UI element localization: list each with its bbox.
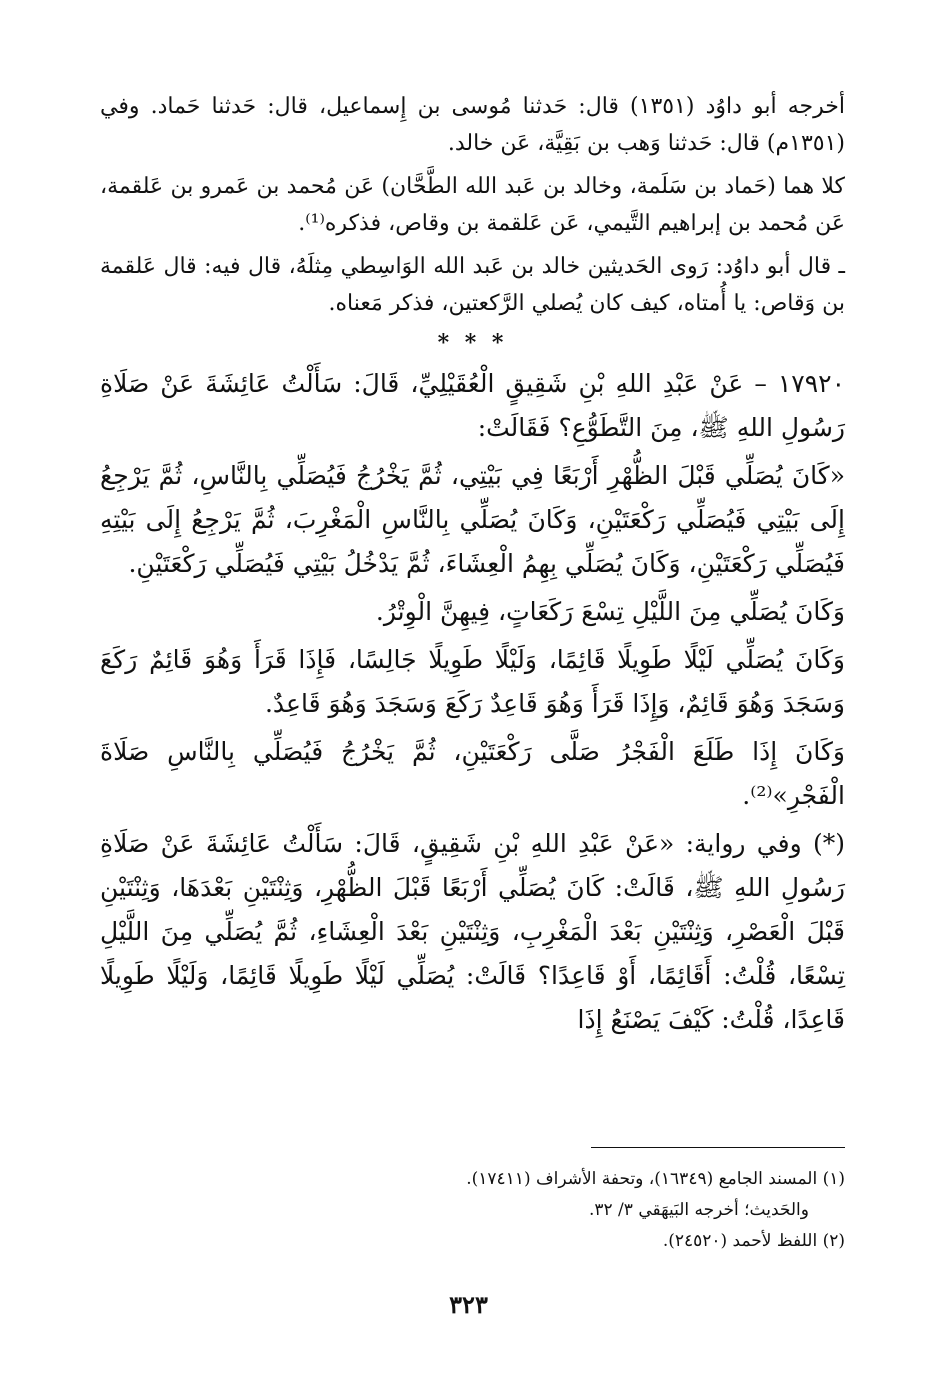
- footnote-divider: [591, 1147, 845, 1148]
- footnote-1-continuation: والحَديث؛ أخرجه البَيهَقي ٣/ ٣٢.: [588, 1200, 809, 1220]
- source-paragraph-1: أخرجه أبو داوُد (١٣٥١) قال: حَدثنا مُوسى بن إِسماعيل، قال: حَدثنا حَماد. وفي (١٣٥١م) قال: حَدثنا وَهب بن بَقِيَّة، عَن خالد.: [100, 94, 845, 156]
- hadith-title: ١٧٩٢٠ – عَنْ عَبْدِ اللهِ بْنِ شَقِيقٍ الْعُقَيْلِيِّ، قَالَ: سَأَلْتُ عَائِشَةَ عَنْ صَلَاةِ رَسُولِ اللهِ ﷺ، مِنَ التَّطَوُّعِ؟ فَقَالَتْ:: [100, 369, 845, 442]
- page-body: [100, 88, 845, 1042]
- riwaya-paragraph: (*) وفي رواية: «عَنْ عَبْدِ اللهِ بْنِ شَقِيقٍ، قَالَ: سَأَلْتُ عَائِشَةَ عَنْ صَلَاةِ رَسُولِ اللهِ ﷺ، قَالَتْ: كَانَ يُصَلِّي أَرْبَعًا قَبْلَ الظُّهْرِ، وَثِنْتَيْنِ بَعْدَهَا، وَثِنْتَيْنِ قَبْلَ الْعَصْرِ، وَثِنْتَيْنِ بَعْدَ الْمَغْرِبِ، وَثِنْتَيْنِ بَعْدَ الْعِشَاءِ، ثُمَّ يُصَلِّي مِنَ اللَّيْلِ تِسْعًا، قُلْتُ: أَقَائِمًا، أَوْ قَاعِدًا؟ قَالَتْ: يُصَلِّي لَيْلًا طَوِيلًا قَائِمًا، وَلَيْلًا طَوِيلًا قَاعِدًا، قُلْتُ: كَيْفَ يَصْنَعُ إِذَا: [100, 829, 845, 1034]
- hadith-paragraph-1: «كَانَ يُصَلِّي قَبْلَ الظُّهْرِ أَرْبَعًا فِي بَيْتِي، ثُمَّ يَخْرُجُ فَيُصَلِّي بِالنَّاسِ، ثُمَّ يَرْجِعُ إِلَى بَيْتِي فَيُصَلِّي رَكْعَتَيْنِ، وَكَانَ يُصَلِّي بِالنَّاسِ الْمَغْرِبَ، ثُمَّ يَرْجِعُ إِلَى بَيْتِهِ فَيُصَلِّي رَكْعَتَيْنِ، وَكَانَ يُصَلِّي بِهِمُ الْعِشَاءَ، ثُمَّ يَدْخُلُ بَيْتِي فَيُصَلِّي رَكْعَتَيْنِ.: [100, 461, 845, 578]
- source-paragraph-2: كلا هما (حَماد بن سَلَمة، وخالد بن عَبد الله الطَّحَّان) عَن مُحمد بن عَمرو بن عَلقمة، عَن مُحمد بن إبراهيم التَّيمي، عَن عَلقمة بن وقاص، فذكره⁽¹⁾.: [100, 174, 845, 236]
- section-separator: * * *: [437, 330, 508, 356]
- hadith-paragraph-2: وَكَانَ يُصَلِّي مِنَ اللَّيْلِ تِسْعَ رَكَعَاتٍ، فِيهِنَّ الْوِتْرُ.: [375, 597, 845, 626]
- source-paragraph-3: ـ قال أبو داوُد: رَوى الحَديثين خالد بن عَبد الله الوَاسِطي مِثلَهُ، قال فيه: قال عَلقمة بن وَقاص: يا أُمتاه، كيف كان يُصلي الرَّكعتين، فذكر مَعناه.: [100, 254, 845, 316]
- footnote-1: (١) المسند الجامع (١٦٣٤٩)، وتحفة الأشراف (١٧٤١١).: [466, 1169, 845, 1189]
- page-number: ٣٢٣: [449, 1290, 488, 1319]
- footnote-2: (٢) اللفظ لأحمد (٢٤٥٢٠).: [662, 1231, 845, 1251]
- hadith-paragraph-4: وَكَانَ إِذَا طَلَعَ الْفَجْرُ صَلَّى رَكْعَتَيْنِ، ثُمَّ يَخْرُجُ فَيُصَلِّي بِالنَّاسِ صَلَاةَ الْفَجْرِ»⁽²⁾.: [100, 737, 845, 810]
- footnotes: [100, 1164, 845, 1257]
- hadith-paragraph-3: وَكَانَ يُصَلِّي لَيْلًا طَوِيلًا قَائِمًا، وَلَيْلًا طَوِيلًا جَالِسًا، فَإِذَا قَرَأَ وَهُوَ قَائِمٌ رَكَعَ وَسَجَدَ وَهُوَ قَائِمٌ، وَإِذَا قَرَأَ وَهُوَ قَاعِدٌ رَكَعَ وَسَجَدَ وَهُوَ قَاعِدٌ.: [100, 645, 845, 718]
